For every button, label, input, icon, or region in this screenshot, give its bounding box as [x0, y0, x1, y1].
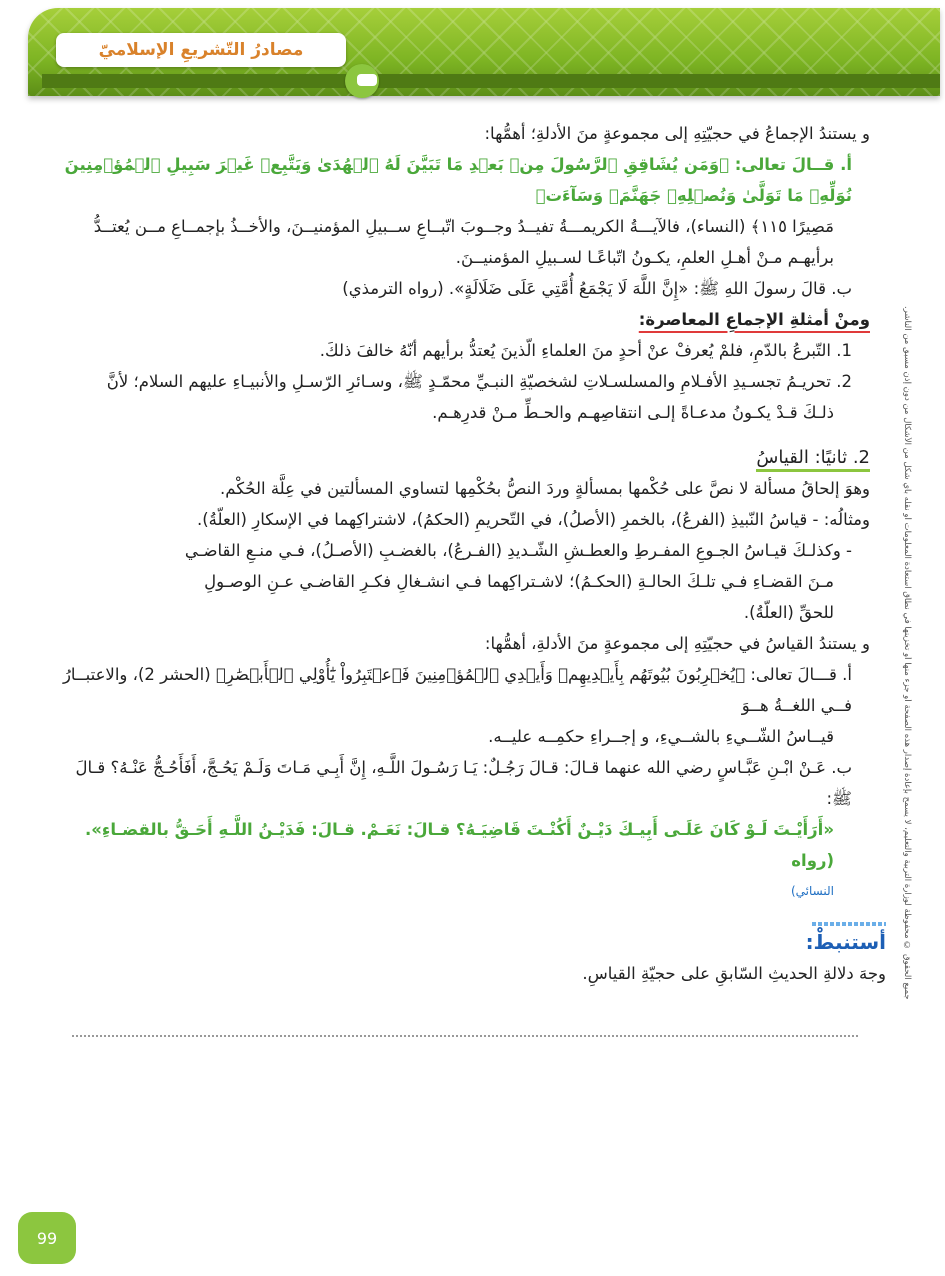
qiyas-hadith-b: ب. عَـنْ ابْـنِ عَبَّـاسٍ رضي الله عنهما قـالَ: قـالَ رَجُـلٌ: يَـا رَسُـولَ اللَّـهِ، إِنَّ أَبِـي مَـاتَ وَلَـمْ يَحُـجَّ، أَفَأَحُـجُّ عَنْـهُ؟ قـالَ ﷺ: — [75, 758, 852, 808]
page-number: 99 — [18, 1212, 76, 1264]
hadith-source: النسائي) — [791, 884, 834, 898]
copyright-note: جميع الحقوق © محفوظة لوزارة التربية والتعليم، لا يسمح بإعادة إصدار هذه الصفحة أو جزء منها أو تخزينها في نطاق استعادة المعلومات أو نقله بأي شكل من الأشكال من دون إذن مسبق من الناشر. — [902, 306, 912, 1000]
qiyas-definition: وهوَ إلحاقُ مسألة لا نصَّ على حُكْمها بمسألةٍ وردَ النصُّ بحُكْمِها لتساوي المسألتين في عِلَّة الحُكْم. — [219, 479, 870, 498]
qiyas-example-2-end: للحقِّ (العلّةُ). — [743, 603, 834, 622]
example-2: 2. تحريـمُ تجسـيدِ الأفـلامِ والمسلسـلاتِ لشخصيّةِ النبـيِّ محمّـدٍ ﷺ، وسـائرِ الرّسـلِ والأنبيـاءِ عليهم السلام؛ لأنَّ — [106, 372, 852, 391]
qiyas-title: 2. ثانيًا: القياسُ — [756, 447, 870, 472]
inference-question: وجهَ دلالةِ الحديثِ السّابقِ على حجيّةِ القياسِ. — [582, 964, 886, 983]
ijma-evidence-intro: و يستندُ الإجماعُ في حجيّتِهِ إلى مجموعةٍ منَ الأدلةِ؛ أهمُّها: — [484, 124, 870, 143]
quran-verse-a: أ. قــالَ تعالى: ﴿وَمَن يُشَاقِقِ ٱلرَّسُولَ مِنۢ بَعۡدِ مَا تَبَيَّنَ لَهُ ٱلۡهُدَىٰ وَيَتَّبِعۡ غَيۡرَ سَبِيلِ ٱلۡمُؤۡمِنِينَ نُوَلِّهِۦ مَا تَوَلَّىٰ وَنُصۡلِهِۦ جَهَنَّمَۖ وَسَآءَتۡ — [64, 155, 852, 205]
modern-examples-heading: ومنْ أمثلةِ الإجماعِ المعاصرة: — [638, 310, 870, 329]
qiyas-hadith-text: «أَرَأَيْـتَ لَـوْ كَانَ عَلَـى أَبِيـكَ دَيْـنٌ أَكُنْـتَ قَاضِيَـهُ؟ قـالَ: نَعَـمْ. قـالَ: فَدَيْـنُ اللَّـهِ أَحَـقُّ بالقضـاءِ». (رواه — [84, 820, 834, 870]
qiyas-verse-a: أ. قـــالَ تعالى: ﴿يُخۡرِبُونَ بُيُوتَهُم بِأَيۡدِيهِمۡ وَأَيۡدِي ٱلۡمُؤۡمِنِينَ فَٱعۡتَبِرُواْ يَٰٓأُوْلِي ٱلۡأَبۡصَٰرِ﴾ (الحشر 2)، والاعتبــارُ فــي اللغــةُ هــوَ — [62, 665, 852, 715]
section-heading-qiyas — [60, 442, 870, 473]
chapter-title: مصادرُ التّشريعِ الإسلاميّ — [56, 33, 346, 67]
qiyas-example: ومثالُه: - قياسُ النّبيذِ (الفرعُ)، بالخمرِ (الأصلُ)، في التّحريمِ (الحكمُ)، لاشتراكِهما في الإسكارِ (العلّةُ). — [197, 510, 870, 529]
example-2-cont: ذلـكَ قـدْ يكـونُ مدعـاةً إلـى انتقاصِهـم والحـطِّ مـنْ قدرِهـم. — [432, 403, 834, 422]
hadith-b: ب. قالَ رسولَ اللهِ ﷺ: «إِنَّ اللَّهَ لَا يَجْمَعُ أُمَّتِي عَلَى ضَلَالَةٍ». (رواه الترمذي) — [342, 279, 852, 298]
verse-explanation-cont: برأيهـم مـنْ أهـلِ العلمِ، يكـونُ اتّباعًـا لسـبيلِ المؤمنيــنَ. — [455, 248, 834, 267]
main-content — [60, 118, 870, 907]
qiyas-example-2: - وكذلـكَ قيـاسُ الجـوعِ المفـرطِ والعطـشِ الشّـديدِ (الفـرعُ)، بالغضـبِ (الأصـلُ)، فـي منـعِ القاضـي — [184, 541, 852, 560]
banner-shadow-strip — [42, 74, 940, 88]
qiyas-example-2-cont: مـنَ القضـاءِ فـي تلـكَ الحالـةِ (الحكـمُ)؛ لاشـتراكِهما فـي انشـغالِ فكـرِ القاضـي عـنِ الوصـولِ — [204, 572, 834, 591]
ring-icon — [345, 64, 379, 98]
qiyas-evidence-intro: و يستندُ القياسُ في حجيّتِهِ إلى مجموعةٍ منَ الأدلةِ، أهمُّها: — [484, 634, 870, 653]
inference-box — [60, 922, 886, 983]
answer-dotted-line[interactable] — [72, 1035, 858, 1037]
qiyas-verse-explanation: قيــاسُ الشّــيءِ بالشــيءِ، و إجــراءِ حكمِــه عليــه. — [488, 727, 834, 746]
spacer — [60, 428, 870, 436]
example-1: 1. التّبرعُ بالدّمِ، فلمْ يُعرفْ عنْ أحدٍ منَ العلماءِ الّذينَ يُعتدُّ برأيهم أنّهُ خالفَ ذلكَ. — [319, 341, 852, 360]
verse-explanation: مَصِيرًا ١١٥﴾ (النساء)، فالآيـــةُ الكريمـــةُ تفيــدُ وجــوبَ اتّبــاعِ ســبيلِ المؤمنيــنَ، والأخــذُ بإجمــاعِ مــن يُعتــدُّ — [93, 217, 834, 236]
inference-title: أستنبطْ: — [806, 922, 886, 954]
